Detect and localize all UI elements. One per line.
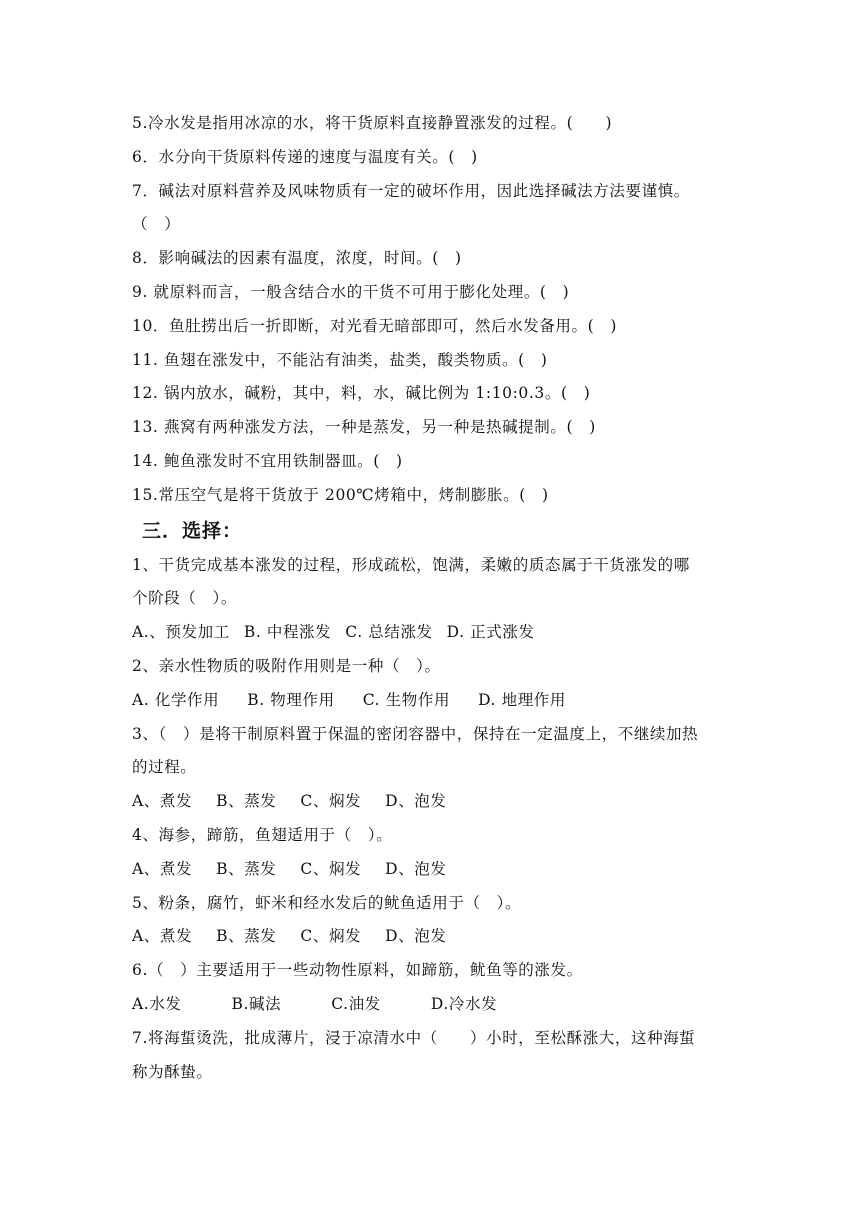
option-b: B.碱法 xyxy=(231,994,282,1013)
judgment-item-11: 11. 鱼翅在涨发中，不能沾有油类，盐类，酸类物质。( ) xyxy=(132,350,548,369)
option-d: D、泡发 xyxy=(385,927,447,946)
document-body xyxy=(132,107,732,1089)
option-b: B. 物理作用 xyxy=(247,690,335,709)
choice-q3-options xyxy=(132,785,732,819)
judgment-item-9: 9. 就原料而言，一般含结合水的干货不可用于膨化处理。( ) xyxy=(132,282,570,301)
option-c: C、焖发 xyxy=(300,927,362,946)
option-d: D. 正式涨发 xyxy=(446,623,535,642)
judgment-item-5: 5.冷水发是指用冰凉的水，将干货原料直接静置涨发的过程。( ) xyxy=(132,114,613,132)
option-c: C. 总结涨发 xyxy=(345,623,433,642)
choice-q1-text-cont: 个阶段（ ）。 xyxy=(132,589,237,608)
option-a: A.水发 xyxy=(132,994,182,1013)
judgment-item-13: 13. 燕窝有两种涨发方法，一种是蒸发，另一种是热碱提制。( ) xyxy=(132,418,596,437)
option-b: B. 中程涨发 xyxy=(243,623,332,642)
judgment-item-7: 7．碱法对原料营养及风味物质有一定的破坏作用，因此选择碱法方法要谨慎。 xyxy=(132,181,690,200)
option-a: A.、预发加工 xyxy=(132,623,230,642)
judgment-item-8: 8．影响碱法的因素有温度，浓度，时间。( ) xyxy=(132,249,462,268)
choice-q5-options xyxy=(132,920,732,954)
option-a: A. 化学作用 xyxy=(132,690,220,709)
choice-q7-text: 7.将海蜇烫洗，批成薄片，浸于凉清水中（ ）小时，至松酥涨大，这种海蜇 xyxy=(132,1028,696,1047)
option-b: B、蒸发 xyxy=(216,792,277,811)
choice-q7-text-cont: 称为酥蛰。 xyxy=(132,1062,213,1081)
option-b: B、蒸发 xyxy=(216,859,277,878)
judgment-item-7-bracket: （ ） xyxy=(132,215,181,234)
option-d: D. 地理作用 xyxy=(478,690,567,709)
choice-q5-text: 5、粉条，腐竹，虾米和经水发后的鱿鱼适用于（ ）。 xyxy=(132,893,522,912)
choice-q3-text: 3、（ ）是将干制原料置于保温的密闭容器中，保持在一定温度上，不继续加热 xyxy=(132,724,699,743)
choice-q1-options xyxy=(132,616,732,650)
judgment-item-14: 14. 鲍鱼涨发时不宜用铁制器皿。( ) xyxy=(132,451,403,470)
judgment-item-12: 12. 锅内放水，碱粉，其中，料，水，碱比例为 1:10:0.3。( ) xyxy=(132,384,591,403)
choice-q6-options xyxy=(132,988,732,1022)
option-a: A、煮发 xyxy=(132,927,193,946)
section-heading-choice: 三．选择： xyxy=(142,519,243,542)
choice-q6-text: 6.（ ）主要适用于一些动物性原料，如蹄筋，鱿鱼等的涨发。 xyxy=(132,961,583,980)
judgment-item-6: 6．水分向干货原料传递的速度与温度有关。( ) xyxy=(132,147,478,166)
judgment-item-15: 15.常压空气是将干货放于 200℃烤箱中，烤制膨胀。( ) xyxy=(132,485,549,504)
option-c: C、焖发 xyxy=(300,859,362,878)
option-b: B、蒸发 xyxy=(216,927,277,946)
choice-q3-text-cont: 的过程。 xyxy=(132,758,197,777)
option-d: D.冷水发 xyxy=(430,994,498,1013)
choice-q4-options xyxy=(132,853,732,887)
option-c: C.油发 xyxy=(331,994,381,1013)
choice-q2-options xyxy=(132,684,732,718)
choice-q2-text: 2、亲水性物质的吸附作用则是一种（ ）。 xyxy=(132,656,441,675)
option-d: D、泡发 xyxy=(385,859,447,878)
option-a: A、煮发 xyxy=(132,792,193,811)
judgment-item-10: 10．鱼肚捞出后一折即断，对光看无暗部即可，然后水发备用。( ) xyxy=(132,316,618,335)
choice-q1-text: 1、干货完成基本涨发的过程，形成疏松，饱满，柔嫩的质态属于干货涨发的哪 xyxy=(132,555,690,574)
choice-q4-text: 4、海参，蹄筋，鱼翅适用于（ ）。 xyxy=(132,825,393,844)
option-c: C、焖发 xyxy=(300,792,362,811)
option-c: C. 生物作用 xyxy=(362,690,451,709)
option-a: A、煮发 xyxy=(132,859,193,878)
option-d: D、泡发 xyxy=(385,792,447,811)
